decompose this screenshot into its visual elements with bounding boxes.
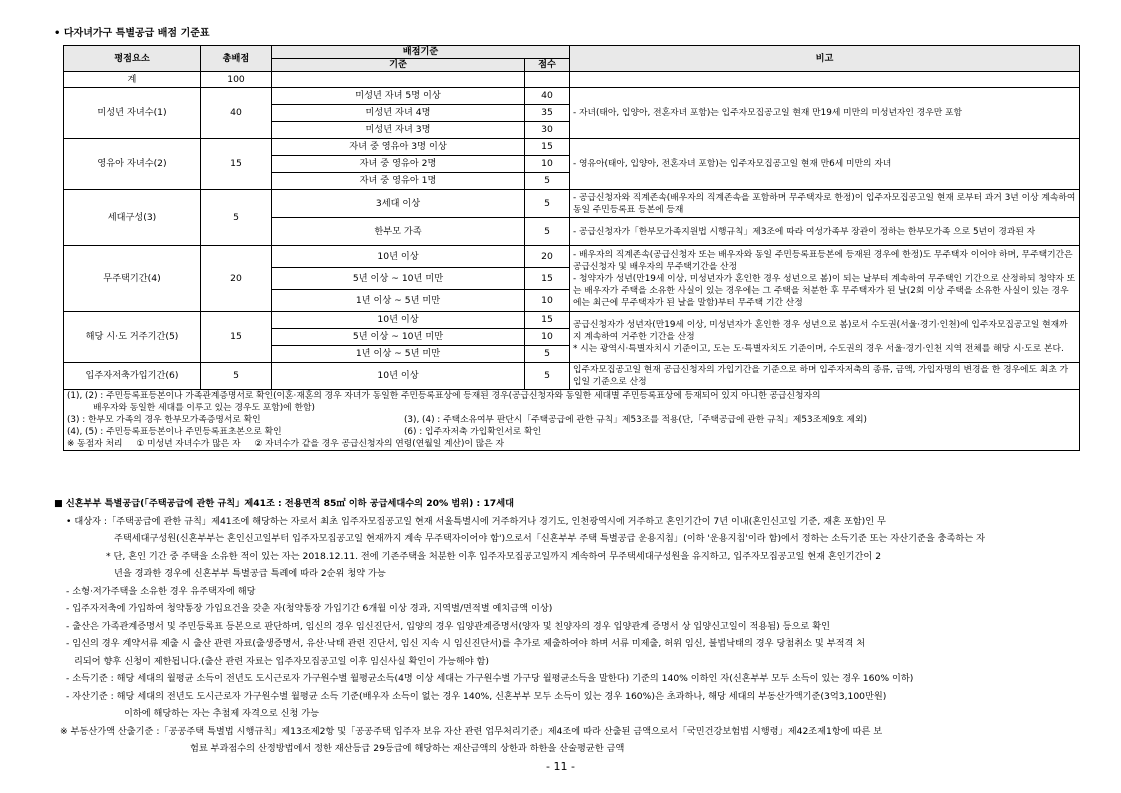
score-cell: 40	[525, 88, 570, 105]
criteria-cell: 자녀 중 영유아 1명	[272, 173, 525, 190]
header-row-1	[64, 46, 1080, 59]
score-cell: 15	[525, 312, 570, 329]
table-row	[64, 190, 1080, 218]
footnote-text: (3), (4) : 주택소유여부 판단시「주택공급에 관한 규칙」제53조를 적용(단,「주택공급에 관한 규칙」제53조제9호 제외)	[404, 415, 867, 425]
header-criteria: 기준	[272, 59, 525, 72]
factor-cell: 세대구성(3)	[64, 190, 201, 246]
criteria-cell: 자녀 중 영유아 3명 이상	[272, 139, 525, 156]
footnote-row	[64, 390, 1080, 451]
total-cell: 5	[201, 190, 272, 246]
remark-cell: - 영유아(태아, 입양아, 전혼자녀 포함)는 입주자모집공고일 현재 만6세 미만의 자녀	[570, 139, 1080, 190]
criteria-cell: 자녀 중 영유아 2명	[272, 156, 525, 173]
paragraph-line: 주택세대구성원(신혼부부는 혼인신고일부터 입주자모집공고일 현재까지 계속 무주택자이어야 함')으로서「신혼부부 주택 특별공급 운용지침」(이하 '운용지침'이라 함)에서 정하는 소득기준 또는 자산기준을 충족하는 자	[114, 533, 985, 544]
newlywed-section	[54, 495, 1074, 758]
criteria-cell: 1년 이상 ~ 5년 미만	[272, 346, 525, 363]
criteria-cell: 미성년 자녀 5명 이상	[272, 88, 525, 105]
footnote-line: (1), (2) : 주민등록표등본이나 가족관계증명서로 확인(이혼·재혼의 경우 자녀가 동일한 주민등록표상에 등재된 경우(공급신청자와 동일한 세대별 주민등록표상에 등재되어 있지 아니한 공급신청자의	[67, 391, 821, 401]
remark-line: - 청약자가 성년(만19세 이상, 미성년자가 혼인한 경우 성년으로 봄)이 되는 날부터 계속하여 무주택인 기간으로 산정하되 청약자 또는 배우자가 주택을 소유한 사실이 있는 경우에는 그 주택을 처분한 후 무주택자가 된 날(2회 이상 주택을 소유한 사실이 있는 경우에는 최근에 무주택자가 된 날을 말함)부터 무주택 기간 산정	[573, 273, 1076, 308]
footnote-line	[67, 426, 1076, 438]
score-cell: 5	[525, 218, 570, 246]
remark-cell: 입주자모집공고일 현재 공급신청자의 가입기간을 기준으로 하며 입주자저축의 종류, 금액, 가입자명의 변경을 한 경우에도 최초 가입일 기준으로 산정	[570, 363, 1080, 390]
header-criteria-group: 배점기준	[272, 46, 570, 59]
score-cell: 5	[525, 173, 570, 190]
footnote-cell	[64, 390, 1080, 451]
criteria-cell: 미성년 자녀 4명	[272, 105, 525, 122]
criteria-cell: 10년 이상	[272, 363, 525, 390]
footnote-text: (6) : 입주자저축 가입확인서로 확인	[404, 427, 542, 437]
header-score: 점수	[525, 59, 570, 72]
total-value: 100	[201, 72, 272, 88]
page-number: - 11 -	[546, 760, 575, 773]
score-cell: 10	[525, 156, 570, 173]
criteria-cell: 5년 이상 ~ 10년 미만	[272, 329, 525, 346]
score-cell: 10	[525, 290, 570, 312]
score-cell: 10	[525, 329, 570, 346]
criteria-cell: 한부모 가족	[272, 218, 525, 246]
section-title: • 다자녀가구 특별공급 배점 기준표	[54, 28, 210, 39]
remark-cell	[570, 312, 1080, 363]
factor-cell: 입주자저축가입기간(6)	[64, 363, 201, 390]
bullet-item-cont: 리되어 향후 신청이 제한됩니다.(출산 관련 자료는 입주자모집공고일 이후 임신사실 확인이 가능해야 함)	[74, 655, 489, 667]
footnote-text: (3) : 한부모 가족의 경우 한부모가족증명서로 확인	[67, 415, 261, 425]
header-total: 총배점	[201, 46, 272, 72]
remark-line: * 시는 광역시·특별자치시 기준이고, 도는 도·특별자치도 기준이며, 수도권의 경우 서울·경기·인천 지역 전체를 해당 시·도로 본다.	[573, 344, 1064, 354]
header-factor: 평점요소	[64, 46, 201, 72]
asset-note-cont: 험료 부과점수의 산정방법에서 정한 재산등급 29등급에 해당하는 재산금액의 상한과 하한을 산술평균한 금액	[190, 743, 625, 754]
criteria-cell: 1년 이상 ~ 5년 미만	[272, 290, 525, 312]
bullet-item: - 출산은 가족관계증명서 및 주민등록표 등본으로 판단하며, 임신의 경우 임신진단서, 입양의 경우 입양관계증명서(양자 및 친양자의 경우 입양관계 증명서 상 입양신고일이 적용됨) 등으로 확인	[66, 620, 830, 632]
bullet-item: - 입주자저축에 가입하여 청약통장 가입요건을 갖춘 자(청약통장 가입기간 6개월 이상 경과, 지역별/면적별 예치금액 이상)	[66, 603, 553, 614]
bullet-item-cont: 이하에 해당하는 자는 추첨제 자격으로 신청 가능	[124, 708, 320, 719]
bullet-item: - 소형·저가주택을 소유한 경우 유주택자에 해당	[66, 585, 256, 597]
score-cell: 15	[525, 139, 570, 156]
header-remarks: 비고	[570, 46, 1080, 72]
factor-cell: 미성년 자녀수(1)	[64, 88, 201, 139]
remark-cell	[570, 246, 1080, 312]
score-cell: 5	[525, 346, 570, 363]
remark-cell: - 자녀(태아, 입양아, 전혼자녀 포함)는 입주자모집공고일 현재 만19세 미만의 미성년자인 경우만 포함	[570, 88, 1080, 139]
score-cell: 30	[525, 122, 570, 139]
total-row	[64, 72, 1080, 88]
table-row	[64, 88, 1080, 105]
factor-cell: 해당 시·도 거주기간(5)	[64, 312, 201, 363]
total-label: 계	[64, 72, 201, 88]
footnote-line: 배우자와 동일한 세대를 이루고 있는 경우도 포함)에 한함)	[93, 403, 315, 413]
factor-cell: 무주택기간(4)	[64, 246, 201, 312]
factor-cell: 영유아 자녀수(2)	[64, 139, 201, 190]
remark-cell: - 공급신청자와 직계존속(배우자의 직계존속을 포함하며 무주택자로 한정)이 입주자모집공고일 현재 로부터 과거 3년 이상 계속하여 동일 주민등록표 등본에 등재	[570, 190, 1080, 218]
newlywed-heading: ■ 신혼부부 특별공급(「주택공급에 관한 규칙」제41조 : 전용면적 85㎡ 이하 공급세대수의 20% 범위) : 17세대	[54, 498, 514, 509]
score-cell: 5	[525, 363, 570, 390]
total-cell: 15	[201, 139, 272, 190]
footnote-text: (4), (5) : 주민등록표등본이나 주민등록표초본으로 확인	[67, 427, 282, 437]
table-row	[64, 363, 1080, 390]
criteria-cell: 10년 이상	[272, 246, 525, 268]
total-cell: 40	[201, 88, 272, 139]
table-row	[64, 246, 1080, 268]
remark-cell: - 공급신청자가「한부모가족지원법 시행규칙」제3조에 따라 여성가족부 장관이 정하는 한부모가족 으로 5년이 경과된 자	[570, 218, 1080, 246]
bullet-item: - 소득기준 : 해당 세대의 월평균 소득이 전년도 도시근로자 가구원수별 월평균소득(4명 이상 세대는 가구원수별 가구당 월평균소득을 말한다) 기준의 140% 이하인 자(신혼부부 모두 소득이 있는 경우 160% 이하)	[66, 673, 914, 684]
remark-line: - 배우자의 직계존속(공급신청자 또는 배우자와 동일 주민등록표등본에 등재된 경우에 한정)도 무주택자 이어야 하며, 무주택기간은 공급신청자 및 배우자의 무주택기간을 산정	[573, 249, 1073, 272]
score-cell: 15	[525, 268, 570, 290]
criteria-cell: 10년 이상	[272, 312, 525, 329]
total-cell: 5	[201, 363, 272, 390]
tie-break-rule: ※ 동점자 처리 ① 미성년 자녀수가 많은 자 ② 자녀수가 같을 경우 공급신청자의 연령(연월일 계산)이 많은 자	[67, 439, 505, 449]
score-cell: 35	[525, 105, 570, 122]
footnote-line	[67, 414, 1076, 426]
remark-line: 공급신청자가 성년자(만19세 이상, 미성년자가 혼인한 경우 성년으로 봄)로서 수도권(서울·경기·인천)에 입주자모집공고일 현재까지 계속하여 거주한 기간을 산정	[573, 320, 1068, 342]
asset-note: ※ 부동산가액 산출기준 :「공공주택 특별법 시행규칙」제13조제2항 및「공공주택 입주자 보유 자산 관련 업무처리기준」제4조에 따라 산출된 금액으로서「국민건강보험법 시행령」제42조제1항에 따른 보	[60, 725, 883, 737]
criteria-cell: 3세대 이상	[272, 190, 525, 218]
table-row	[64, 312, 1080, 329]
total-cell: 15	[201, 312, 272, 363]
criteria-cell: 미성년 자녀 3명	[272, 122, 525, 139]
score-cell: 5	[525, 190, 570, 218]
paragraph-line: * 단, 혼인 기간 중 주택을 소유한 적이 있는 자는 2018.12.11. 전에 기존주택을 처분한 이후 입주자모집공고일까지 계속하여 무주택세대구성원을 유지하고, 입주자모집공고일 현재 혼인기간이 2	[106, 550, 882, 562]
table-row	[64, 139, 1080, 156]
paragraph-line: 년을 경과한 경우에 신혼부부 특별공급 특례에 따라 2순위 청약 가능	[114, 568, 386, 579]
bullet-item: - 자산기준 : 해당 세대의 전년도 도시근로자 가구원수별 월평균 소득 기준(배우자 소득이 없는 경우 140%, 신혼부부 모두 소득이 있는 경우 160%)은 초과하나, 해당 세대의 부동산가액기준(3억3,100만원)	[66, 690, 887, 702]
bullet-item: - 임신의 경우 계약서류 제출 시 출산 관련 자료(출생증명서, 유산·낙태 관련 진단서, 임신 지속 시 임신진단서)를 추가로 제출하여야 하며 서류 미제출, 허위 임신, 불법낙태의 경우 당첨취소 및 부적격 처	[66, 638, 866, 649]
total-cell: 20	[201, 246, 272, 312]
score-cell: 20	[525, 246, 570, 268]
score-table	[63, 45, 1080, 451]
criteria-cell: 5년 이상 ~ 10년 미만	[272, 268, 525, 290]
paragraph-line: • 대상자 :「주택공급에 관한 규칙」제41조에 해당하는 자로서 최초 입주자모집공고일 현재 서울특별시에 거주하거나 경기도, 인천광역시에 거주하고 혼인기간이 7년 이내(혼인신고일 기준, 재혼 포함)인 무	[66, 515, 886, 527]
